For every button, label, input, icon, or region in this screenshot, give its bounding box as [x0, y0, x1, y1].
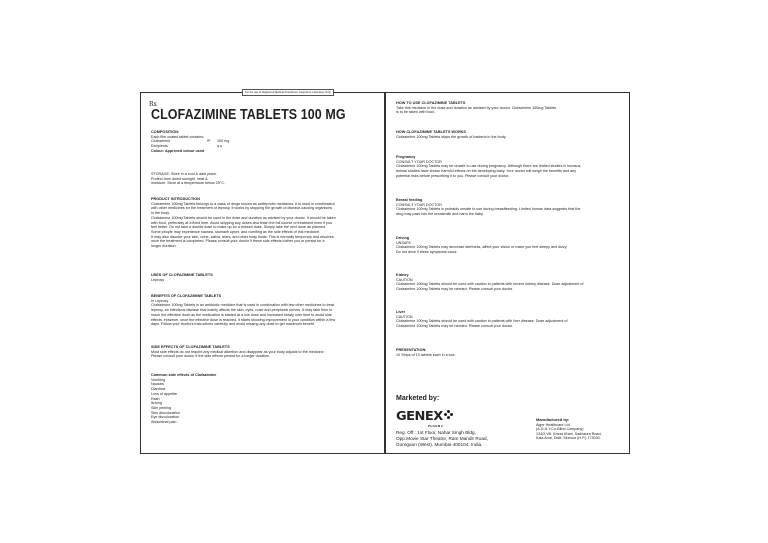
common-effects-section	[151, 373, 376, 425]
list-item: Eye discoloration	[151, 415, 180, 420]
list-item: Nausea	[151, 382, 164, 387]
manufacturer-heading: Manufactured by:	[536, 417, 570, 422]
logo-subtext: PHARMA	[428, 424, 444, 428]
list-item: Itching	[151, 401, 162, 406]
side-effects-line: Most side effects do not require any medical attention and disappear as your body adjusts to the medicine.	[151, 349, 325, 354]
how-to-use-section	[396, 101, 621, 115]
intro-line: It may also discolor your skin, urine, saliva, tears, and other body fluids. This is normally temporary and resolves	[151, 234, 334, 239]
intro-section	[151, 197, 376, 249]
marketed-by-label: Marketed by:	[396, 395, 440, 402]
side-effects-section	[151, 345, 376, 359]
company-logo	[396, 409, 453, 428]
list-item: Diarrhea	[151, 387, 166, 392]
intro-line: with food, preferably at a fixed time. Avoid skipping any doses and finish the full course of treatment even if you	[151, 220, 332, 225]
composition-intro: Each film coated tablet contains:	[151, 134, 205, 139]
benefits-line: days. Follow your doctor's instructions carefully and avoid missing any dose to get maximum benefit.	[151, 322, 315, 327]
driving-line: UNSAFE	[396, 240, 411, 245]
kidney-line: Clofazimine 100mg Tablets may be needed. Please consult your doctor.	[396, 287, 513, 292]
driving-line: Do not drive if these symptoms occur.	[396, 250, 458, 255]
breast-feeding-line: drug may pass into the breastmilk and harm the baby.	[396, 212, 484, 217]
intro-line: Clofazimine 100mg Tablets belongs to a class of drugs known as antileprotic medicines. It is used in combination	[151, 201, 335, 206]
kidney-line: Clofazimine 100mg Tablets should be used with caution in patients with severe kidney disease. Dose adjustment of	[396, 282, 584, 287]
pregnancy-line: CONSULT YOUR DOCTOR	[396, 159, 442, 164]
intro-line: in the body.	[151, 211, 170, 216]
regulatory-banner: For the use of Registered Medical Practitioner, Hospital or Laboratory Only	[242, 89, 334, 96]
intro-line: feel better. Do not take a double dose to make up for a missed dose. Simply take the next dose as planned.	[151, 225, 327, 230]
presentation-heading: PRESENTATION:	[396, 348, 427, 352]
pregnancy-line: potential risks before prescribing it to you. Please consult your doctor.	[396, 173, 510, 178]
logo-text: GENEX	[396, 409, 443, 424]
colour-note: Colour: Approved colour used	[151, 148, 205, 153]
driving-line: Clofazimine 100mg Tablets may decrease alertness, affect your vision or make you feel sleepy and dizzy.	[396, 245, 568, 250]
intro-line: longer duration.	[151, 244, 177, 249]
benefits-line: Clofazimine 100mg Tablets is an antibiotic medicine that is used in combination with few other medicines to treat	[151, 303, 334, 308]
how-works-line: Clofazimine 100mg Tablets stops the growth of bacteria in the body.	[396, 134, 507, 139]
intro-line: Clofazimine 100mg Tablets should be used in the dose and duration as advised by your doctor. It should be taken	[151, 215, 336, 220]
benefits-heading: BENEFITS OF CLOFAZIMINE TABLETS	[151, 294, 222, 298]
storage-line: Protect from direct sunlight, heat &	[151, 176, 208, 181]
manufacturer-line: Alger Healthcare Ltd.	[536, 422, 571, 427]
pregnancy-line: Clofazimine 100mg Tablets may be unsafe to use during pregnancy. Although there are limited studies in humans,	[396, 164, 582, 169]
breast-feeding-section	[396, 198, 621, 217]
intro-heading: PRODUCT INTRODUCTION	[151, 197, 200, 201]
how-to-use-line: Take this medicine in the dose and duration as advised by your doctor. Clofazimine 100mg Tablets	[396, 105, 557, 110]
storage-line: STORAGE: Store in a cool & dark place.	[151, 172, 218, 176]
office-line: Opp.Movie Star Theatre, Ram Mandir Road,	[396, 436, 488, 441]
ingredient-qty: q.s	[217, 144, 222, 149]
liver-line: Clofazimine 100mg Tablets should be used with caution in patients with liver disease. Dose adjustment of	[396, 319, 568, 324]
driving-section	[396, 236, 621, 255]
list-item: Loss of appetite	[151, 391, 178, 396]
list-item: Abdominal pain	[151, 420, 177, 425]
ingredient-qty: 100 mg	[217, 139, 230, 144]
breast-feeding-heading: Breast feeding	[396, 198, 423, 202]
left-panel	[140, 92, 385, 454]
benefits-line: leprosy, an infectious disease that mainly affects the skin, eyes, nose and peripheral nerves. It may take time to	[151, 308, 333, 313]
list-item: Vomiting	[151, 377, 166, 382]
office-line: Goregaon (West), Mumbai-400104, India.	[396, 442, 483, 447]
uses-section	[151, 273, 376, 282]
storage-line: moisture. Store at a temperature below 25°C.	[151, 181, 226, 186]
pregnancy-line: animal studies have shown harmful effects on the developing baby. Your doctor will weigh the benefits and any	[396, 169, 577, 174]
manufacturer-line: Kala Amb, Distt. Sirmour (H.P.) 173030.	[536, 436, 601, 441]
liver-section	[396, 310, 621, 329]
side-effects-line: Please consult your doctor if the side effects persist for a longer duration.	[151, 354, 271, 359]
registered-office	[396, 430, 488, 448]
list-item: Skin peeling	[151, 405, 172, 410]
how-to-use-line: is to be taken with food.	[396, 110, 435, 115]
intro-line: once the treatment is completed. Please consult your doctor if these side effects bother you or persist for a	[151, 239, 325, 244]
pregnancy-heading: Pregnancy	[396, 155, 416, 159]
breast-feeding-line: CONSULT YOUR DOCTOR	[396, 202, 442, 207]
how-to-use-heading: HOW TO USE CLOFAZIMINE TABLETS	[396, 101, 466, 105]
product-title: CLOFAZIMINE TABLETS 100 MG	[151, 107, 346, 123]
composition-section	[151, 130, 376, 154]
pregnancy-section	[396, 155, 621, 179]
office-line: Reg. Off.: 1st Floor, Nahar Singh Bldg,	[396, 430, 476, 435]
manufacturer-line: (A.G.H.Y.Co-Blind Company)	[536, 427, 584, 432]
benefits-line: In Leprosy	[151, 298, 169, 303]
list-item: Rash	[151, 396, 160, 401]
presentation-section	[396, 348, 621, 357]
manufacturer-line: 134/2,Vill. Khera Khari, Sadhaura Road,	[536, 431, 602, 436]
liver-line: Clofazimine 100mg Tablets may be needed. Please consult your doctor.	[396, 324, 513, 329]
benefits-line: effects. However, once the effective dose is reached, it starts showing improvement in your condition within a few	[151, 317, 336, 322]
benefits-line: reach the effective dose as the medication is started at a low dose and increased slowly over time to avoid side	[151, 312, 332, 317]
driving-heading: Driving	[396, 236, 410, 240]
storage-section	[151, 172, 376, 186]
composition-heading: COMPOSITION:	[151, 130, 180, 134]
kidney-section	[396, 273, 621, 292]
rx-symbol: Rx	[149, 101, 157, 108]
logo-dots-icon	[444, 410, 453, 420]
ingredient-mark: IP	[207, 139, 211, 144]
uses-line: Leprosy	[151, 277, 165, 282]
uses-heading: USES OF CLOFAZIMINE TABLETS	[151, 273, 213, 277]
list-item: Skin discoloration	[151, 410, 180, 415]
intro-line: Some people may experience nausea, stomach upset, and vomiting as the side effects of this medicine.	[151, 229, 321, 234]
liver-line: CAUTION	[396, 314, 413, 319]
intro-line: with other medicines for the treatment of leprosy. It works by stopping the growth of disease-causing organisms	[151, 206, 333, 211]
side-effects-heading: SIDE EFFECTS OF CLOFAZIMINE TABLETS	[151, 345, 230, 349]
how-works-heading: HOW CLOFAZIMINE TABLETS WORKS	[396, 130, 466, 134]
how-works-section	[396, 130, 621, 139]
manufacturer-block	[536, 418, 602, 441]
kidney-line: CAUTION	[396, 277, 413, 282]
benefits-section	[151, 294, 376, 327]
presentation-line: 10 Strips of 10 tablets each in a box.	[396, 352, 456, 357]
common-effects-heading: Common side effects of Clofazimine	[151, 373, 217, 377]
right-panel	[385, 92, 630, 454]
liver-heading: Liver	[396, 310, 406, 314]
kidney-heading: Kidney	[396, 273, 409, 277]
ingredient-name: Excipients	[151, 144, 168, 149]
ingredient-name: Clofazimine	[151, 139, 171, 144]
breast-feeding-line: Clofazimine 100mg Tablets is probably unsafe to use during breastfeeding. Limited human data suggests that the	[396, 207, 581, 212]
